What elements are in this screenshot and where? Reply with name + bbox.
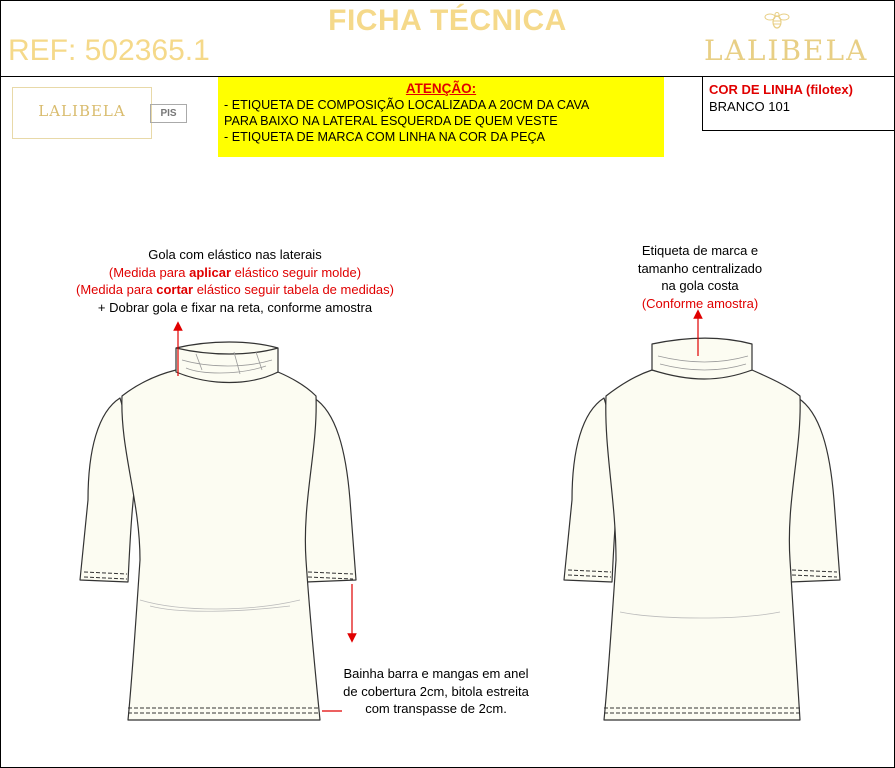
pis-tag: PIS [150, 104, 187, 123]
note-line-red: (Conforme amostra) [641, 295, 759, 311]
note-line: Bainha barra e mangas em anel [343, 666, 529, 681]
hem-note [318, 665, 554, 718]
front-collar-note [22, 246, 448, 316]
note-line-red: (Medida para aplicar elástico seguir molde) [108, 264, 362, 280]
note-line: + Dobrar gola e fixar na reta, conforme amostra [97, 299, 373, 315]
reference-code: REF: 502365.1 [8, 34, 210, 67]
attention-line: PARA BAIXO NA LATERAL ESQUERDA DE QUEM VESTE [224, 114, 558, 128]
back-view [564, 338, 840, 720]
attention-line: - ETIQUETA DE COMPOSIÇÃO LOCALIZADA A 20CM DA CAVA [224, 98, 590, 112]
back-body [604, 370, 800, 720]
front-view [80, 342, 356, 720]
note-line: tamanho centralizado [637, 260, 763, 276]
note-line: na gola costa [661, 278, 739, 293]
note-line: Etiqueta de marca e [641, 243, 759, 258]
note-line: com transpasse de 2cm. [365, 701, 507, 716]
page-title: FICHA TÉCNICA [328, 4, 567, 37]
thread-color-title: COR DE LINHA (filotex) [709, 82, 853, 97]
brand-logo: LALIBELA [704, 34, 869, 67]
note-line-red: (Medida para cortar elástico seguir tabela de medidas) [76, 282, 394, 297]
attention-line: - ETIQUETA DE MARCA COM LINHA NA COR DA PEÇA [224, 130, 545, 144]
brand-label-text: LALIBELA [38, 102, 126, 120]
thread-color-value: BRANCO 101 [709, 99, 790, 114]
back-label-note [600, 242, 800, 312]
attention-title: ATENÇÃO: [405, 81, 477, 96]
note-line: de cobertura 2cm, bitola estreita [343, 683, 529, 699]
note-line: Gola com elástico nas laterais [148, 247, 322, 262]
front-body [122, 370, 320, 720]
